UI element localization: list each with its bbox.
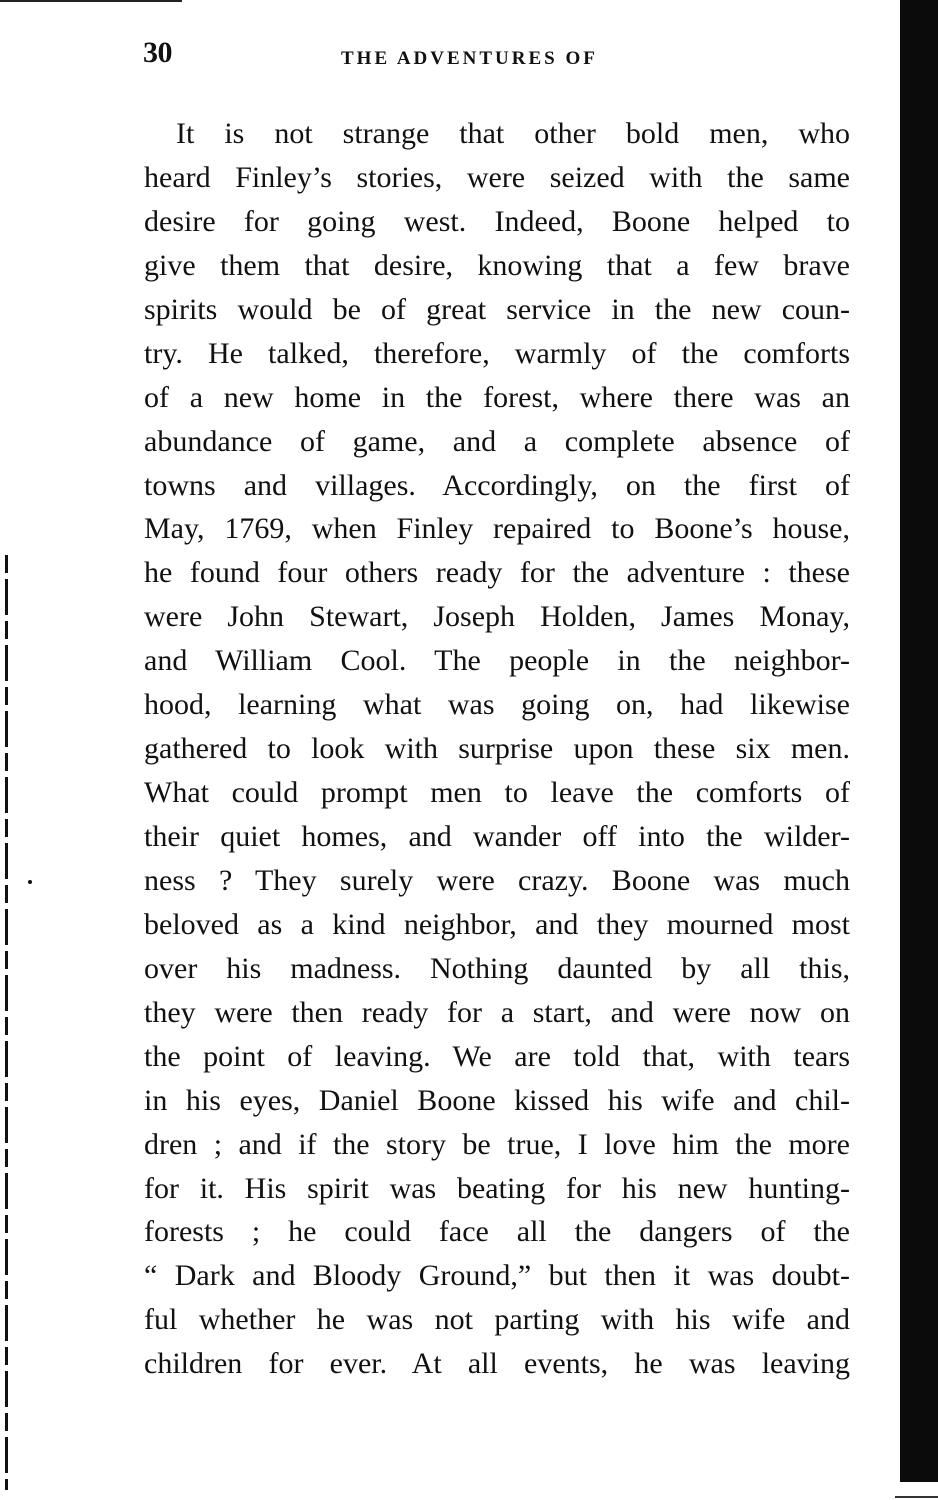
text-line: and William Cool. The people in the neighbor- [144,644,850,678]
text-line: give them that desire, knowing that a few brave [144,248,850,282]
text-line: What could prompt men to leave the comforts of [144,776,850,810]
top-rule [0,0,182,2]
text-line: the point of leaving. We are told that, with tears [144,1039,850,1073]
text-line: desire for going west. Indeed, Boone helped to [144,204,850,238]
text-line: hood, learning what was going on, had likewise [144,688,850,722]
text-line: in his eyes, Daniel Boone kissed his wife and chil- [144,1083,850,1117]
text-line: children for ever. At all events, he was leaving [144,1347,850,1381]
text-line: dren ; and if the story be true, I love him the more [144,1127,850,1161]
text-line: towns and villages. Accordingly, on the first of [144,468,850,502]
text-line: spirits would be of great service in the new coun- [144,292,850,326]
text-line: their quiet homes, and wander off into the wilder- [144,820,850,853]
text-line: It is not strange that other bold men, who [176,117,850,150]
bottom-rule [895,1496,938,1498]
text-line: were John Stewart, Joseph Holden, James Monay, [144,600,850,634]
text-line: forests ; he could face all the dangers of the [144,1215,850,1249]
text-line: heard Finley’s stories, were seized with the same [144,160,850,194]
running-head: THE ADVENTURES OF [341,48,598,69]
page-number: 30 [143,36,172,69]
text-line: May, 1769, when Finley repaired to Boone’s house, [144,512,850,546]
gutter-speck [28,880,32,884]
text-line: he found four others ready for the adventure : these [144,556,850,590]
text-line: over his madness. Nothing daunted by all this, [144,951,850,985]
text-line: abundance of game, and a complete absence of [144,424,850,458]
text-line: for it. His spirit was beating for his new hunting- [144,1171,850,1205]
text-line: beloved as a kind neighbor, and they mourned most [144,907,850,941]
text-line: ness ? They surely were crazy. Boone was much [144,863,850,897]
text-line: ful whether he was not parting with his wife and [144,1303,850,1337]
text-line: they were then ready for a start, and were now on [144,995,850,1029]
scan-edge-shadow [900,0,938,1482]
body-text [144,112,850,1386]
text-line: “ Dark and Bloody Ground,” but then it was doubt- [144,1259,850,1293]
text-line: try. He talked, therefore, warmly of the comforts [144,336,850,370]
text-line: gathered to look with surprise upon these six men. [144,732,850,766]
binding-gutter-marks [5,555,8,1490]
text-line: of a new home in the forest, where there was an [144,380,850,414]
